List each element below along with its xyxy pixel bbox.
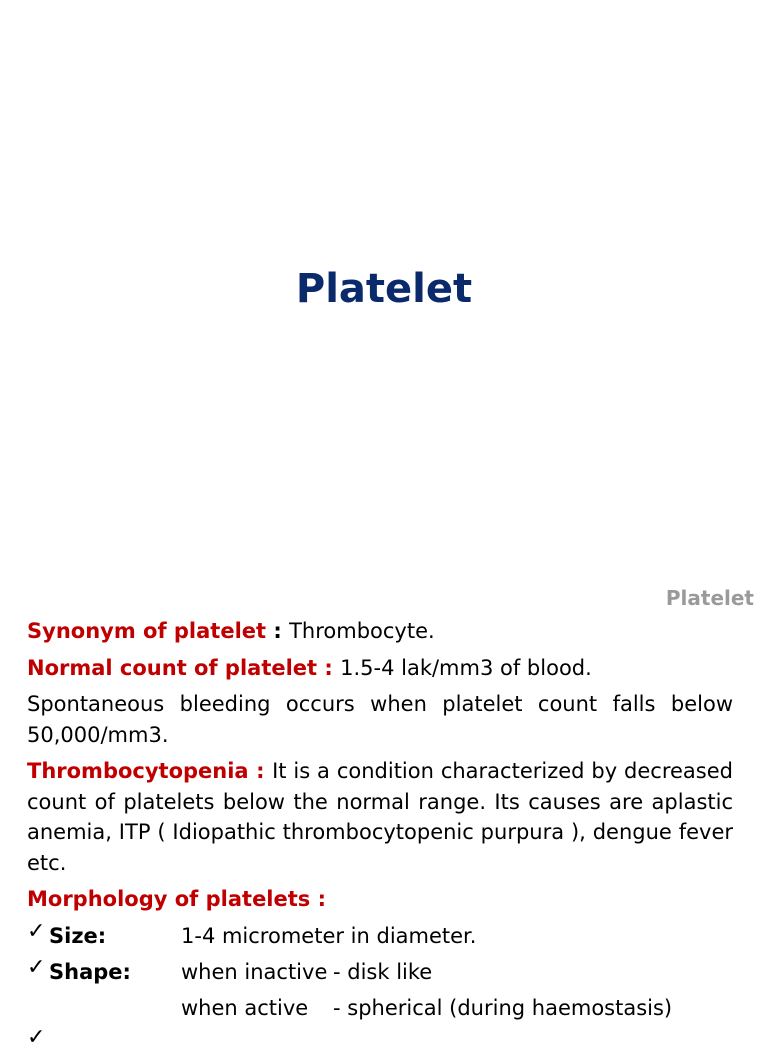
synonym-label: Synonym of platelet [27, 619, 266, 643]
checkmark-icon: ✓ [27, 1023, 45, 1053]
synonym-line [27, 616, 733, 647]
shape-label: Shape: [49, 957, 131, 988]
slide-title: Platelet [0, 266, 768, 312]
slide-body [27, 616, 733, 1029]
normal-count-value: 1.5-4 lak/mm3 of blood. [340, 656, 592, 680]
synonym-colon: : [266, 619, 289, 643]
shape-active-value: - spherical (during haemostasis) [333, 993, 672, 1024]
morphology-shape-row [27, 957, 733, 993]
shape-inactive-value: - disk like [333, 957, 432, 988]
thrombocytopenia-paragraph [27, 756, 733, 878]
checkmark-icon: ✓ [27, 953, 45, 984]
shape-inactive-label: when inactive [181, 957, 327, 988]
morphology-size-row [27, 921, 733, 957]
morphology-heading: Morphology of platelets : [27, 884, 733, 915]
size-value: 1-4 micrometer in diameter. [181, 921, 476, 952]
thrombocytopenia-text: It is a condition characterized by decreased count of platelets below the normal range. Its causes are aplastic anemia, ITP ( Idiopathic thrombocytopenic purpura ), dengue fever etc. [27, 759, 733, 875]
spontaneous-bleeding-paragraph: Spontaneous bleeding occurs when platelet count falls below 50,000/mm3. [27, 689, 733, 750]
shape-active-label: when active [181, 993, 308, 1024]
synonym-value: Thrombocyte. [289, 619, 435, 643]
slide-header-tag: Platelet [666, 586, 754, 610]
normal-count-label: Normal count of platelet : [27, 656, 340, 680]
normal-count-line [27, 653, 733, 684]
thrombocytopenia-label: Thrombocytopenia : [27, 759, 272, 783]
morphology-shape-active-row [27, 993, 733, 1029]
checkmark-icon: ✓ [27, 917, 45, 948]
content-slide [0, 580, 768, 1024]
size-label: Size: [49, 921, 106, 952]
